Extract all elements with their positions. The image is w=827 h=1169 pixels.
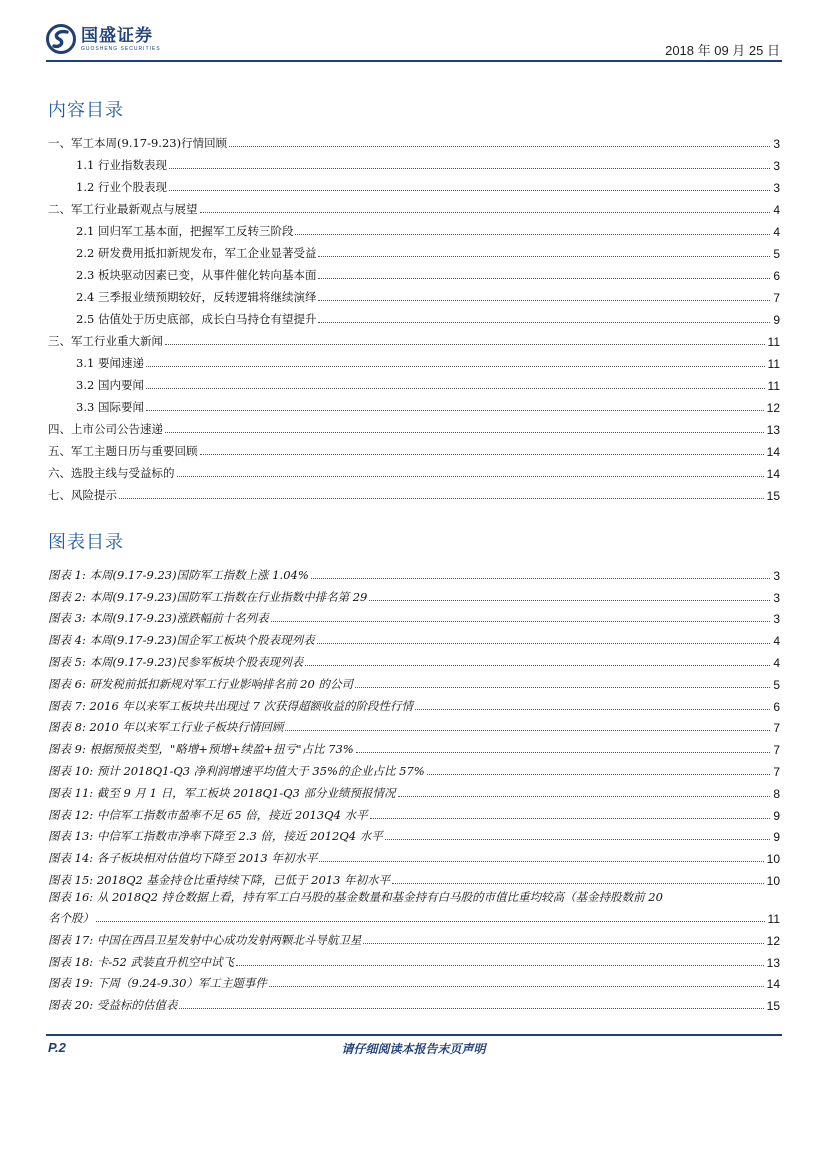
- entry-title: 1.1 行业指数表现: [76, 158, 167, 172]
- header-divider: [46, 60, 782, 62]
- logo-mark-icon: [46, 24, 76, 54]
- entry-title: 图表 17: 中国在西昌卫星发射中心成功发射两颗北斗导航卫星: [48, 932, 362, 947]
- toc-entry[interactable]: [48, 327, 780, 349]
- toc-entry[interactable]: [48, 415, 780, 437]
- dot-leader: [200, 212, 771, 213]
- entry-title: 图表 5: 本周(9.17-9.23)民参军板块个股表现列表: [48, 654, 304, 669]
- dot-leader: [427, 774, 771, 775]
- entry-page: 3: [773, 568, 780, 583]
- page-number: P.2: [48, 1040, 66, 1055]
- entry-page: 5: [773, 677, 780, 692]
- entry-page: 4: [773, 225, 780, 239]
- dot-leader: [269, 986, 764, 987]
- entry-page: 3: [773, 181, 780, 195]
- entry-page: 8: [773, 786, 780, 801]
- dot-leader: [415, 709, 770, 710]
- dot-leader: [146, 388, 765, 389]
- toc-entry[interactable]: [48, 459, 780, 481]
- entry-title: 2.4 三季报业绩预期较好，反转逻辑将继续演绎: [76, 290, 317, 304]
- dot-leader: [385, 839, 771, 840]
- entry-page: 11: [767, 911, 780, 926]
- toc-entry[interactable]: [48, 714, 780, 736]
- toc-entry[interactable]: [48, 670, 780, 692]
- dot-leader: [398, 796, 771, 797]
- toc-entry[interactable]: [48, 561, 780, 583]
- entry-title: 2.3 板块驱动因素已变，从事件催化转向基本面: [76, 268, 317, 282]
- dot-leader: [318, 300, 770, 301]
- toc-entry[interactable]: [48, 626, 780, 648]
- entry-title: 图表 2: 本周(9.17-9.23)国防军工指数在行业指数中排名第 29: [48, 589, 368, 604]
- toc-title: 内容目录: [48, 100, 124, 121]
- entry-page: 4: [773, 203, 780, 217]
- toc-entry[interactable]: [48, 801, 780, 823]
- entry-title: 2.2 研发费用抵扣新规发布，军工企业显著受益: [76, 246, 317, 260]
- entry-title: 图表 16: 从 2018Q2 持仓数据上看，持有军工白马股的基金数量和基金持有白马股的市值比重均较高（基金持股数前 20: [48, 889, 663, 904]
- entry-page: 3: [773, 159, 780, 173]
- dot-leader: [318, 322, 770, 323]
- entry-page: 15: [766, 489, 780, 503]
- dot-leader: [356, 752, 771, 753]
- entry-title: 图表 1: 本周(9.17-9.23)国防军工指数上涨 1.04%: [48, 567, 309, 582]
- entry-page: 13: [766, 955, 780, 970]
- entry-page: 7: [773, 291, 780, 305]
- report-date: 2018 年 09 月 25 日: [665, 43, 780, 58]
- entry-page: 14: [766, 445, 780, 459]
- toc-entry[interactable]: [48, 393, 780, 415]
- dot-leader: [169, 168, 770, 169]
- entry-page: 3: [773, 590, 780, 605]
- entry-title: 五、军工主题日历与重要回顾: [48, 444, 198, 458]
- toc-entry[interactable]: [48, 349, 780, 371]
- dot-leader: [177, 476, 764, 477]
- dot-leader: [311, 578, 771, 579]
- entry-title: 图表 20: 受益标的估值表: [48, 998, 178, 1013]
- entry-title: 图表 15: 2018Q2 基金持仓比重持续下降，已低于 2013 年初水平: [48, 872, 391, 887]
- dot-leader: [295, 234, 770, 235]
- entry-title: 图表 18: 卡-52 武装直升机空中试飞: [48, 954, 234, 969]
- dot-leader: [355, 687, 770, 688]
- entry-title: 图表 19: 下周（9.24-9.30）军工主题事件: [48, 976, 267, 991]
- dot-leader: [236, 965, 764, 966]
- entry-page: 9: [773, 830, 780, 845]
- dot-leader: [317, 643, 771, 644]
- entry-page: 11: [767, 379, 780, 393]
- toc-entry[interactable]: [48, 926, 780, 948]
- entry-page: 15: [766, 999, 780, 1014]
- entry-page: 7: [773, 721, 780, 736]
- toc-entry[interactable]: [48, 605, 780, 627]
- company-name-en: GUOSHENG SECURITIES: [81, 46, 161, 52]
- entry-title: 六、选股主线与受益标的: [48, 466, 175, 480]
- entry-page: 3: [773, 137, 780, 151]
- entry-page: 3: [773, 612, 780, 627]
- dot-leader: [229, 146, 770, 147]
- page-header: [46, 24, 782, 60]
- entry-title: 图表 6: 研发税前抵扣新规对军工行业影响排名前 20 的公司: [48, 676, 353, 691]
- entry-page: 9: [773, 313, 780, 327]
- entry-title: 二、军工行业最新观点与展望: [48, 202, 198, 216]
- entry-title: 图表 10: 预计 2018Q1-Q3 净利润增速平均值大于 35%的企业占比 57%: [48, 763, 425, 778]
- entry-title-cont: 名个股）: [48, 910, 94, 925]
- dot-leader: [318, 278, 770, 279]
- entry-page: 13: [766, 423, 780, 437]
- entry-page: 14: [766, 977, 780, 992]
- entry-title: 四、上市公司公告速递: [48, 422, 163, 436]
- dot-leader: [119, 498, 764, 499]
- figures-list: [48, 561, 780, 1013]
- entry-page: 4: [773, 634, 780, 649]
- toc-entry[interactable]: [48, 823, 780, 845]
- entry-title: 图表 14: 各子板块相对估值均下降至 2013 年初水平: [48, 851, 318, 866]
- entry-page: 4: [773, 655, 780, 670]
- toc-entry[interactable]: [48, 735, 780, 757]
- toc-entry[interactable]: [48, 583, 780, 605]
- toc-entry[interactable]: [48, 757, 780, 779]
- entry-page: 6: [773, 699, 780, 714]
- entry-title: 图表 12: 中信军工指数市盈率不足 65 倍，接近 2013Q4 水平: [48, 807, 368, 822]
- entry-title: 3.2 国内要闻: [76, 378, 144, 392]
- dot-leader: [319, 861, 763, 862]
- entry-title: 七、风险提示: [48, 488, 117, 502]
- entry-page: 12: [766, 401, 780, 415]
- toc-entry[interactable]: [48, 129, 780, 151]
- dot-leader: [165, 344, 765, 345]
- entry-title: 图表 8: 2010 年以来军工行业子板块行情回顾: [48, 720, 284, 735]
- entry-title: 2.5 估值处于历史底部，成长白马持仓有望提升: [76, 312, 317, 326]
- dot-leader: [200, 454, 764, 455]
- entry-page: 10: [766, 852, 780, 867]
- toc-entry[interactable]: [48, 991, 780, 1013]
- company-name: 国盛证券: [81, 26, 153, 46]
- entry-title: 图表 3: 本周(9.17-9.23)涨跌幅前十名列表: [48, 611, 269, 626]
- entry-title: 图表 11: 截至 9 月 1 日，军工板块 2018Q1-Q3 部分业绩预报情况: [48, 785, 396, 800]
- dot-leader: [318, 256, 770, 257]
- toc-entry[interactable]: [48, 648, 780, 670]
- dot-leader: [271, 621, 771, 622]
- dot-leader: [363, 943, 763, 944]
- dot-leader: [179, 1008, 763, 1009]
- toc-entry[interactable]: [48, 239, 780, 261]
- toc-entry[interactable]: [48, 866, 780, 888]
- dot-leader: [370, 818, 771, 819]
- toc-entry[interactable]: [48, 692, 780, 714]
- entry-title: 3.1 要闻速递: [76, 356, 144, 370]
- figures-title: 图表目录: [48, 532, 124, 553]
- entry-title: 一、军工本周(9.17-9.23)行情回顾: [48, 136, 228, 150]
- dot-leader: [146, 366, 765, 367]
- toc-entry[interactable]: [48, 173, 780, 195]
- entry-title: 图表 4: 本周(9.17-9.23)国企军工板块个股表现列表: [48, 633, 315, 648]
- toc-entry[interactable]: [48, 261, 780, 283]
- toc-entry[interactable]: [48, 888, 780, 926]
- footer-divider: [46, 1034, 782, 1036]
- entry-page: 7: [773, 743, 780, 758]
- toc-entry[interactable]: [48, 305, 780, 327]
- entry-page: 14: [766, 467, 780, 481]
- dot-leader: [96, 921, 765, 922]
- toc-entry[interactable]: [48, 195, 780, 217]
- dot-leader: [369, 600, 770, 601]
- dot-leader: [165, 432, 764, 433]
- toc-entry[interactable]: [48, 283, 780, 305]
- entry-title: 2.1 回归军工基本面，把握军工反转三阶段: [76, 224, 294, 238]
- dot-leader: [392, 883, 764, 884]
- entry-page: 11: [767, 335, 780, 349]
- entry-page: 12: [766, 933, 780, 948]
- entry-title: 图表 9: 根据预报类型，"略增+预增+续盈+扭亏"占比 73%: [48, 742, 354, 757]
- toc-entry[interactable]: [48, 948, 780, 970]
- company-logo: [46, 24, 161, 54]
- toc-entry[interactable]: [48, 844, 780, 866]
- entry-title: 三、军工行业重大新闻: [48, 334, 163, 348]
- entry-page: 9: [773, 808, 780, 823]
- dot-leader: [169, 190, 770, 191]
- entry-title: 图表 7: 2016 年以来军工板块共出现过 7 次获得超额收益的阶段性行情: [48, 698, 414, 713]
- entry-page: 10: [766, 873, 780, 888]
- entry-page: 11: [767, 357, 780, 371]
- toc-entry[interactable]: [48, 970, 780, 992]
- entry-title: 3.3 国际要闻: [76, 400, 144, 414]
- toc-entry[interactable]: [48, 779, 780, 801]
- entry-title: 1.2 行业个股表现: [76, 180, 167, 194]
- entry-page: 5: [773, 247, 780, 261]
- dot-leader: [146, 410, 764, 411]
- toc-list: [48, 129, 780, 503]
- toc-entry[interactable]: [48, 371, 780, 393]
- toc-entry[interactable]: [48, 217, 780, 239]
- dot-leader: [285, 730, 770, 731]
- toc-entry[interactable]: [48, 151, 780, 173]
- dot-leader: [305, 665, 770, 666]
- toc-entry[interactable]: [48, 481, 780, 503]
- footer-disclaimer: 请仔细阅读本报告末页声明: [341, 1042, 486, 1056]
- entry-page: 7: [773, 764, 780, 779]
- toc-entry[interactable]: [48, 437, 780, 459]
- entry-title: 图表 13: 中信军工指数市净率下降至 2.3 倍，接近 2012Q4 水平: [48, 829, 383, 844]
- entry-page: 6: [773, 269, 780, 283]
